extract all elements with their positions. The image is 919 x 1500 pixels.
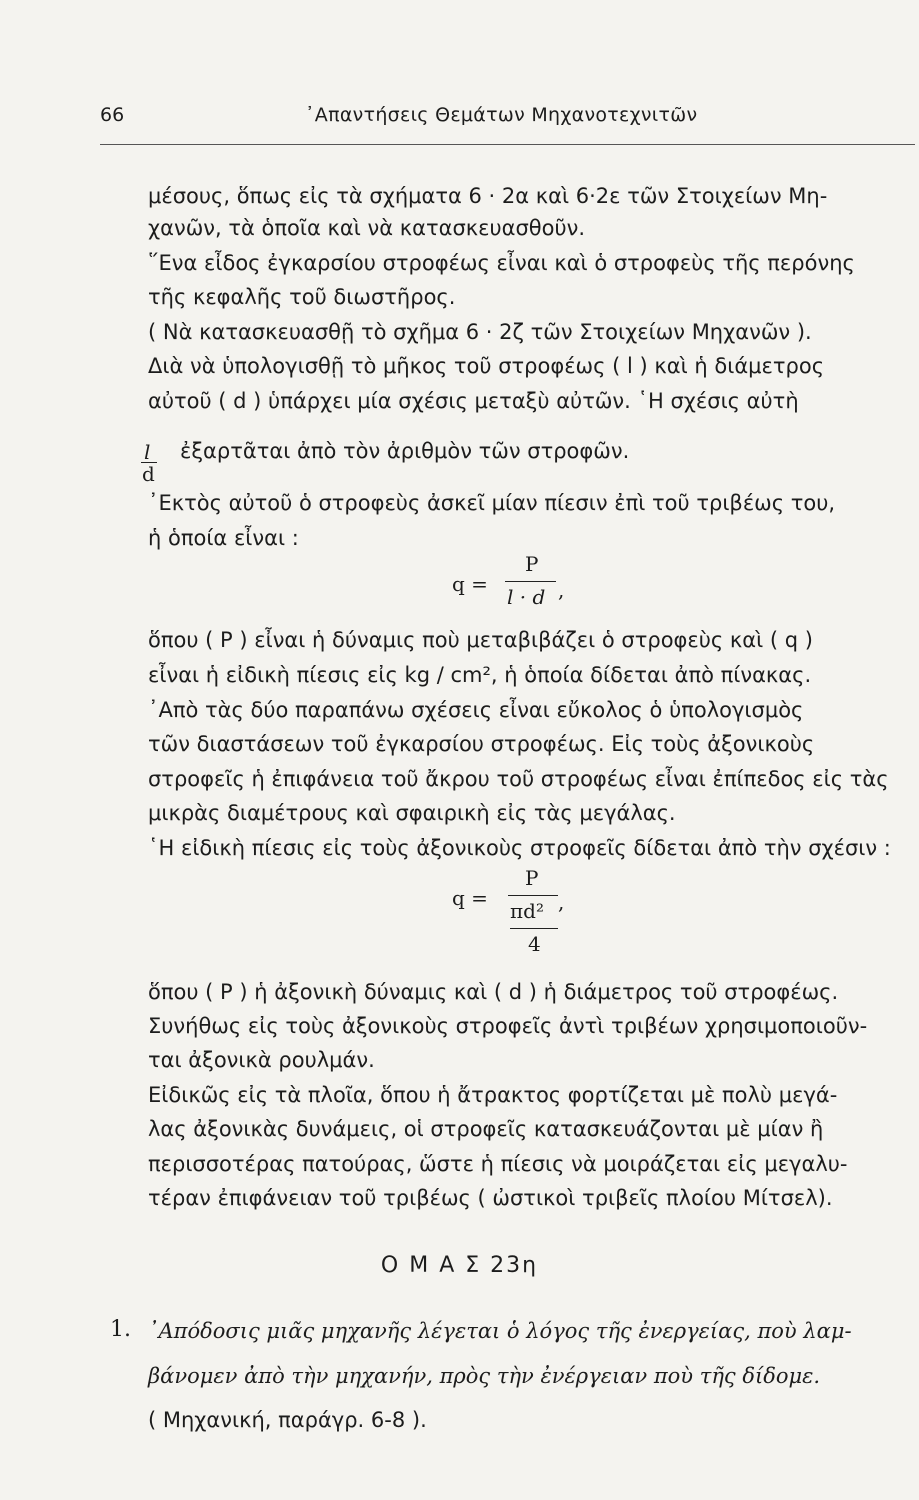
text-line: λας ἀξονικὰς δυνάμεις, οἱ στροφεῖς κατασκευάζονται μὲ μίαν ἢ	[148, 1117, 824, 1141]
question-text-line: βάνομεν ἀπὸ τὴν μηχανήν, πρὸς τὴν ἐνέργειαν ποὺ τῆς δίδομε.	[148, 1364, 821, 1388]
page-number: 66	[100, 104, 125, 126]
fraction-bar	[505, 581, 556, 582]
question-reference: ( Μηχανική, παράγρ. 6-8 ).	[148, 1408, 427, 1432]
text-line: ὅπου ( P ) εἶναι ἡ δύναμις ποὺ μεταβιβάζει ὁ στροφεὺς καὶ ( q )	[148, 628, 813, 652]
text-line: τέραν ἐπιφάνειαν τοῦ τριβέως ( ὠστικοὶ τριβεῖς πλοίου Μίτσελ).	[148, 1186, 833, 1210]
running-title: ᾿Απαντήσεις Θεμάτων Μηχανοτεχνιτῶν	[305, 104, 698, 126]
text-line: ῾Η εἰδικὴ πίεσις εἰς τοὺς ἀξονικοὺς στροφεῖς δίδεται ἀπὸ τὴν σχέσιν :	[148, 836, 891, 860]
text-line: ῞Ενα εἶδος ἐγκαρσίου στροφέως εἶναι καὶ ὁ στροφεὺς τῆς περόνης	[148, 251, 855, 275]
equation-numerator: P	[525, 866, 539, 890]
fraction-numerator: l	[144, 440, 151, 464]
text-line: εἶναι ἡ εἰδικὴ πίεσις εἰς kg / cm², ἡ ὁποία δίδεται ἀπὸ πίνακας.	[148, 663, 812, 687]
text-line: Εἰδικῶς εἰς τὰ πλοῖα, ὅπου ἡ ἄτρακτος φορτίζεται μὲ πολὺ μεγά-	[148, 1083, 838, 1107]
text-line: ἡ ὁποία εἶναι :	[148, 526, 299, 550]
equation-numerator: P	[525, 552, 539, 576]
text-line: μικρὰς διαμέτρους καὶ σφαιρικὴ εἰς τὰς μεγάλας.	[148, 801, 676, 825]
fraction-denominator: d	[142, 462, 155, 486]
equation-denominator-numerator: πd²	[510, 899, 544, 923]
header-rule	[100, 144, 915, 145]
text-line: χανῶν, τὰ ὁποῖα καὶ νὰ κατασκευασθοῦν.	[148, 216, 586, 240]
equation-lhs: q =	[452, 886, 488, 910]
text-line: Διὰ νὰ ὑπολογισθῇ τὸ μῆκος τοῦ στροφέως ( l ) καὶ ἡ διάμετρος	[148, 354, 825, 378]
text-line: μέσους, ὅπως εἰς τὰ σχήματα 6 · 2α καὶ 6·2ε τῶν Στοιχείων Μη-	[148, 184, 828, 208]
equation-pressure-radial	[440, 552, 580, 622]
equation-trailing-comma: ,	[558, 890, 565, 914]
text-line: ὅπου ( P ) ἡ ἀξονικὴ δύναμις καὶ ( d ) ἡ διάμετρος τοῦ στροφέως.	[148, 980, 839, 1004]
section-heading: Ο Μ Α Σ 23η	[380, 1253, 539, 1278]
page-header	[100, 104, 915, 138]
inner-fraction-bar	[510, 928, 558, 929]
question-text-line: ᾿Απόδοσις μιᾶς μηχανῆς λέγεται ὁ λόγος τῆς ἐνεργείας, ποὺ λαμ-	[148, 1319, 852, 1343]
equation-pressure-axial	[440, 866, 580, 966]
text-line: Συνήθως εἰς τοὺς ἀξονικοὺς στροφεῖς ἀντὶ τριβέων χρησιμοποιοῦν-	[148, 1014, 868, 1038]
text-line: ἐξαρτᾶται ἀπὸ τὸν ἀριθμὸν τῶν στροφῶν.	[180, 439, 630, 463]
text-line: ᾿Εκτὸς αὐτοῦ ὁ στροφεὺς ἀσκεῖ μίαν πίεσιν ἐπὶ τοῦ τριβέως του,	[148, 491, 836, 515]
equation-denominator-denominator: 4	[528, 932, 541, 956]
fraction-bar	[508, 895, 558, 896]
text-line: ᾿Απὸ τὰς δύο παραπάνω σχέσεις εἶναι εὔκολος ὁ ὑπολογισμὸς	[148, 698, 804, 722]
question-number: 1.	[110, 1317, 131, 1342]
equation-lhs: q =	[452, 572, 488, 596]
equation-denominator: l · d	[507, 585, 546, 609]
text-line: τῶν διαστάσεων τοῦ ἐγκαρσίου στροφέως. Εἰς τοὺς ἀξονικοὺς	[148, 732, 815, 756]
text-line: ( Νὰ κατασκευασθῇ τὸ σχῆμα 6 · 2ζ τῶν Στοιχείων Μηχανῶν ).	[148, 320, 812, 344]
equation-trailing-comma: ,	[558, 578, 565, 602]
ratio-l-over-d	[139, 440, 169, 486]
text-line: στροφεῖς ἡ ἐπιφάνεια τοῦ ἄκρου τοῦ στροφέως εἶναι ἐπίπεδος εἰς τὰς	[148, 767, 889, 791]
text-line: τῆς κεφαλῆς τοῦ διωστῆρος.	[148, 285, 456, 309]
text-line: αὐτοῦ ( d ) ὑπάρχει μία σχέσις μεταξὺ αὐτῶν. ῾Η σχέσις αὐτὴ	[148, 389, 799, 413]
text-line: περισσοτέρας πατούρας, ὥστε ἡ πίεσις νὰ μοιράζεται εἰς μεγαλυ-	[148, 1152, 848, 1176]
text-line: ται ἀξονικὰ ρουλμάν.	[148, 1048, 375, 1072]
